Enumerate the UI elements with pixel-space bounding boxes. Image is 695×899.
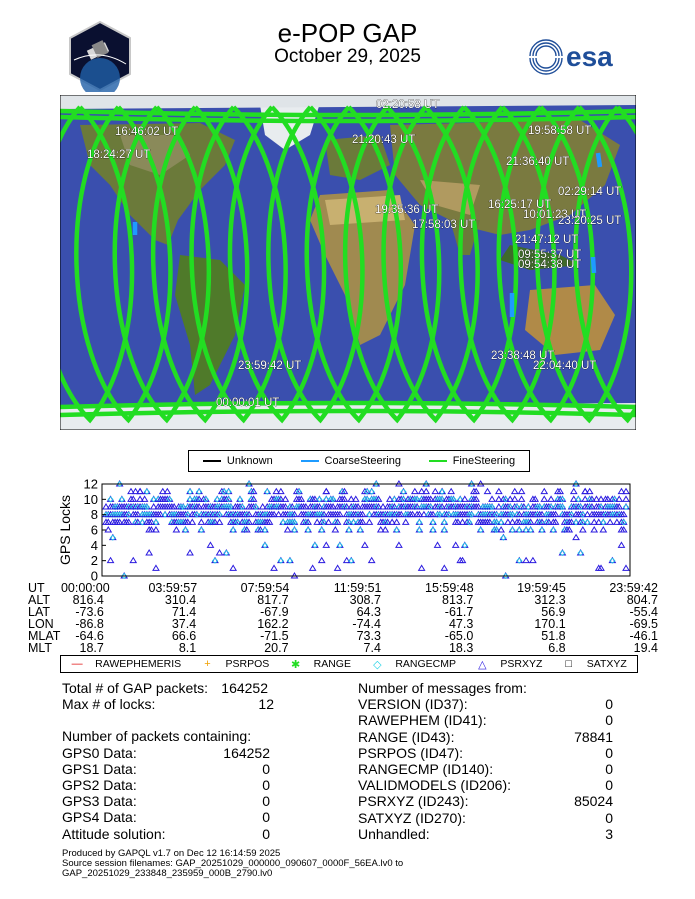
message-stats	[358, 680, 618, 842]
message-count-label: VALIDMODELS (ID206):	[358, 777, 512, 794]
psrxyz-marker	[271, 565, 277, 570]
time-table-cell: -55.4	[629, 605, 658, 619]
containing-label: Number of packets containing:	[62, 728, 252, 745]
message-count-row	[358, 826, 618, 842]
map-time-label: 21:20:43 UT	[352, 134, 416, 146]
legend-label: PSRPOS	[225, 658, 270, 670]
gps-data-label: Attitude solution:	[62, 825, 166, 842]
psrxyz-marker	[623, 496, 629, 501]
message-count-row	[358, 729, 618, 745]
psrxyz-marker	[187, 550, 193, 555]
map-time-label: 21:36:40 UT	[506, 156, 570, 168]
psrxyz-marker	[285, 527, 291, 532]
gps-data-value: 0	[262, 825, 270, 842]
psrxyz-marker	[512, 489, 518, 494]
time-table-cell: -46.1	[629, 629, 658, 643]
y-tick-label: 2	[90, 553, 98, 569]
psrxyz-marker	[319, 558, 325, 563]
gps-data-label: GPS0 Data:	[62, 744, 137, 761]
legend-label: PSRXYZ	[500, 658, 543, 670]
gps-data-row	[62, 826, 282, 842]
psrxyz-marker	[432, 489, 438, 494]
psrxyz-marker	[448, 489, 454, 494]
map-time-label: 02:29:14 UT	[558, 186, 622, 198]
time-table-cell: -61.7	[444, 605, 474, 619]
psrxyz-marker	[369, 558, 375, 563]
message-count-value: 78841	[574, 728, 613, 745]
message-count-row	[358, 777, 618, 793]
psrxyz-marker	[382, 527, 388, 532]
psrxyz-marker	[278, 489, 284, 494]
y-axis-label: GPS Locks	[57, 494, 73, 566]
psrxyz-marker	[323, 489, 329, 494]
map-time-label: 19:35:36 UT	[375, 204, 439, 216]
message-count-label: VERSION (ID37):	[358, 696, 468, 713]
y-tick-label: 0	[90, 568, 98, 583]
map-time-label: 16:25:17 UT	[488, 199, 552, 211]
time-table-cell: 51.8	[541, 629, 566, 643]
psrxyz-marker	[623, 489, 629, 494]
coarse-steering-segment	[593, 257, 594, 273]
message-count-label: RAWEPHEM (ID41):	[358, 712, 487, 729]
psrxyz-marker	[198, 519, 204, 524]
psrxyz-marker	[217, 519, 223, 524]
psrxyz-marker	[591, 527, 597, 532]
time-table-cell: 162.2	[257, 617, 289, 631]
psrxyz-marker	[396, 542, 402, 547]
time-table-cell: 8.1	[178, 641, 197, 655]
time-table-row-label: LAT	[28, 605, 50, 619]
time-table-cell: 71.4	[171, 605, 197, 619]
psrxyz-marker	[523, 558, 529, 563]
time-table-cell: 15:59:48	[425, 581, 474, 595]
psrxyz-marker	[519, 496, 525, 501]
mission-logo-icon	[64, 20, 136, 92]
time-table-cell: 19:59:45	[517, 581, 566, 595]
map-time-label: 09:54:38 UT	[518, 259, 582, 271]
y-tick-label: 6	[90, 522, 98, 538]
message-legend-item	[563, 658, 627, 670]
time-table-cell: 312.3	[534, 593, 566, 607]
map-time-label: 23:38:48 UT	[491, 350, 555, 362]
esa-logo-icon	[526, 36, 636, 76]
time-table-row-label: ALT	[28, 593, 50, 607]
containing-heading	[62, 728, 282, 744]
psrxyz-marker	[323, 542, 329, 547]
steering-legend	[188, 450, 530, 472]
time-table-cell: 37.4	[171, 617, 197, 631]
report-date: October 29, 2025	[274, 46, 421, 67]
psrxyz-marker	[353, 496, 359, 501]
time-table-cell: 310.4	[164, 593, 197, 607]
message-count-value: 0	[605, 712, 613, 729]
psrxyz-marker	[541, 489, 547, 494]
message-count-value: 85024	[574, 793, 613, 810]
map-time-label: 23:59:42 UT	[238, 360, 302, 372]
y-tick-label: 10	[83, 491, 98, 507]
psrxyz-marker	[419, 565, 425, 570]
orbit-time-table	[28, 582, 658, 654]
orbit-track-map	[60, 95, 636, 430]
psrxyz-marker	[105, 527, 111, 532]
time-table-cell: 804.7	[626, 593, 658, 607]
time-table-cell: -71.5	[260, 629, 289, 643]
footer-source-files-end: GAP_20251029_233848_235959_000B_2790.lv0	[62, 868, 273, 879]
gps-data-list	[62, 745, 282, 842]
time-table-cell: 308.7	[349, 593, 381, 607]
gps-locks-plot	[103, 481, 629, 579]
psrxyz-marker	[332, 527, 338, 532]
message-count-list	[358, 696, 618, 842]
message-count-row	[358, 712, 618, 728]
gps-data-label: GPS2 Data:	[62, 776, 137, 793]
message-count-row	[358, 793, 618, 809]
gps-data-label: GPS4 Data:	[62, 809, 137, 826]
psrxyz-marker	[519, 489, 525, 494]
legend-label: RANGE	[313, 658, 351, 670]
gps-data-label: GPS3 Data:	[62, 793, 137, 810]
gps-data-value: 164252	[223, 744, 270, 761]
message-count-label: SATXYZ (ID270):	[358, 809, 466, 826]
psrxyz-marker	[600, 527, 606, 532]
psrxyz-marker	[623, 565, 629, 570]
time-table-cell: -86.8	[75, 617, 104, 631]
message-count-value: 0	[605, 760, 613, 777]
psrxyz-marker	[310, 565, 316, 570]
message-count-value: 0	[605, 777, 613, 794]
gps-locks-chart	[40, 478, 640, 583]
messages-heading	[358, 680, 618, 696]
time-table-row-label: MLAT	[28, 629, 61, 643]
map-time-label: 23:20:25 UT	[558, 215, 622, 227]
message-count-value: 0	[605, 809, 613, 826]
message-count-label: RANGE (ID43):	[358, 728, 455, 745]
message-count-label: PSRXYZ (ID243):	[358, 793, 469, 810]
map-time-label: 02:20:58 UT	[376, 99, 440, 111]
messages-heading-label: Number of messages from:	[358, 680, 527, 696]
psrxyz-marker	[153, 527, 159, 532]
psrxyz-marker	[453, 542, 459, 547]
psrxyz-marker	[282, 496, 288, 501]
map-time-label: 09:55:37 UT	[518, 249, 582, 261]
max-locks-label: Max # of locks:	[62, 696, 156, 713]
time-table-cell: 817.7	[257, 593, 289, 607]
map-time-label: 22:04:40 UT	[533, 360, 597, 372]
psrxyz-marker	[512, 496, 518, 501]
message-legend-item	[476, 658, 542, 671]
legend-item-coarse	[301, 455, 401, 467]
time-table-cell: 6.8	[548, 641, 566, 655]
map-time-label: 17:58:03 UT	[412, 219, 476, 231]
time-table-cell: -74.4	[352, 617, 381, 631]
psrxyz-marker	[571, 489, 577, 494]
packet-stats	[62, 680, 282, 842]
map-time-label: 21:47:12 UT	[515, 234, 579, 246]
footer	[62, 849, 582, 879]
max-locks-row	[62, 696, 282, 712]
legend-symbol-icon: —	[71, 658, 83, 670]
legend-line-fine	[429, 460, 447, 462]
time-table-cell: 170.1	[534, 617, 566, 631]
time-table-cell: 03:59:57	[148, 581, 198, 595]
time-table-cell: -65.0	[444, 629, 474, 643]
time-table-cell: 20.7	[264, 641, 289, 655]
map-time-label: 16:46:02 UT	[115, 126, 179, 138]
legend-label: RAWEPHEMERIS	[95, 658, 182, 670]
gps-data-value: 0	[262, 760, 270, 777]
psrxyz-marker	[130, 558, 136, 563]
time-table-cell: 47.3	[448, 617, 474, 631]
legend-symbol-icon: ◇	[373, 658, 382, 671]
psrxyz-marker	[423, 489, 429, 494]
psrxyz-marker	[573, 535, 579, 540]
legend-item-unknown	[203, 455, 273, 467]
y-tick-label: 8	[90, 507, 98, 523]
psrxyz-marker	[146, 550, 152, 555]
psrxyz-marker	[587, 489, 593, 494]
psrxyz-marker	[530, 558, 536, 563]
psrxyz-marker	[394, 519, 400, 524]
page-title: e-POP GAP	[277, 18, 418, 48]
psrxyz-marker	[484, 489, 490, 494]
psrxyz-marker	[189, 519, 195, 524]
time-table-cell: 23:59:42	[609, 581, 659, 595]
legend-line-coarse	[301, 460, 319, 462]
psrxyz-marker	[335, 565, 341, 570]
psrxyz-marker	[618, 542, 624, 547]
psrxyz-marker	[489, 496, 495, 501]
legend-label-coarse: CoarseSteering	[324, 455, 401, 467]
time-table-cell: -67.9	[260, 605, 289, 619]
psrxyz-marker	[137, 489, 143, 494]
message-legend	[60, 655, 638, 673]
psrxyz-marker	[607, 519, 613, 524]
message-count-value: 0	[605, 744, 613, 761]
time-table-cell: 813.7	[442, 593, 474, 607]
gps-data-row	[62, 809, 282, 825]
legend-label-fine: FineSteering	[452, 455, 516, 467]
psrxyz-marker	[153, 565, 159, 570]
message-count-value: 3	[605, 825, 613, 842]
psrxyz-marker	[108, 558, 114, 563]
message-count-row	[358, 745, 618, 761]
psrxyz-marker	[435, 542, 441, 547]
psrxyz-marker	[366, 519, 372, 524]
time-table-cell: 56.9	[541, 605, 566, 619]
psrxyz-marker	[142, 496, 148, 501]
message-count-label: RANGECMP (ID140):	[358, 760, 494, 777]
legend-line-unknown	[203, 460, 221, 462]
total-packets-value: 164252	[221, 680, 268, 696]
gps-data-row	[62, 793, 282, 809]
y-tick-label: 12	[83, 478, 98, 492]
legend-symbol-icon: △	[478, 658, 487, 671]
psrxyz-marker	[441, 565, 447, 570]
message-count-label: PSRPOS (ID47):	[358, 744, 464, 761]
psrxyz-marker	[580, 527, 586, 532]
time-table-cell: 66.6	[171, 629, 197, 643]
message-legend-item	[202, 658, 270, 670]
max-locks-value: 12	[258, 696, 274, 713]
message-legend-item	[371, 658, 456, 671]
psrxyz-marker	[541, 496, 547, 501]
message-count-value: 0	[605, 696, 613, 713]
gps-data-row	[62, 777, 282, 793]
gps-data-value: 0	[262, 776, 270, 793]
total-packets-label: Total # of GAP packets:	[62, 680, 209, 696]
legend-symbol-icon: □	[565, 658, 573, 670]
y-tick-label: 4	[90, 537, 98, 553]
gps-data-value: 0	[262, 809, 270, 826]
psrxyz-marker	[207, 542, 213, 547]
time-table-row-label: UT	[28, 581, 45, 595]
time-table-cell: 07:59:54	[240, 581, 290, 595]
time-table-cell: 11:59:51	[333, 581, 382, 595]
time-table-cell: 18.7	[79, 641, 104, 655]
time-table-row	[28, 642, 658, 654]
total-packets-row	[62, 680, 282, 696]
message-legend-item	[71, 658, 181, 670]
psrxyz-marker	[164, 489, 170, 494]
esa-wordmark: esa	[566, 41, 613, 72]
time-table-cell: 18.3	[448, 641, 474, 655]
legend-symbol-icon: ✱	[291, 658, 301, 671]
psrxyz-marker	[412, 489, 418, 494]
psrxyz-marker	[403, 519, 409, 524]
time-table-cell: 64.3	[356, 605, 381, 619]
psrxyz-marker	[173, 527, 179, 532]
psrxyz-marker	[548, 496, 554, 501]
legend-item-fine	[429, 455, 515, 467]
time-table-cell: 7.4	[363, 641, 381, 655]
gps-data-value: 0	[262, 793, 270, 810]
legend-label: SATXYZ	[586, 658, 627, 670]
psrxyz-marker	[230, 565, 236, 570]
psrxyz-marker	[217, 550, 223, 555]
legend-symbol-icon: +	[204, 658, 211, 670]
gps-data-label: GPS1 Data:	[62, 760, 137, 777]
gps-data-row	[62, 761, 282, 777]
time-table-cell: -69.5	[629, 617, 658, 631]
time-table-cell: -64.6	[75, 629, 104, 643]
message-count-row	[358, 696, 618, 712]
gps-data-row	[62, 745, 282, 761]
legend-label: RANGECMP	[395, 658, 457, 670]
message-count-row	[358, 761, 618, 777]
map-time-label: 10:01:23 UT	[523, 209, 587, 221]
footer-produced-by: Produced by GAPQL v1.7 on Dec 12 16:14:59 2025	[62, 848, 281, 859]
time-table-cell: 73.3	[356, 629, 381, 643]
message-count-row	[358, 810, 618, 826]
map-time-label: 18:24:27 UT	[87, 149, 151, 161]
footer-source-files: Source session filenames: GAP_20251029_000000_090607_0000F_56EA.lv0 to	[62, 858, 404, 869]
time-table-row-label: MLT	[28, 641, 53, 655]
psrxyz-marker	[362, 542, 368, 547]
legend-label-unknown: Unknown	[226, 455, 273, 467]
time-table-row-label: LON	[28, 617, 54, 631]
psrxyz-marker	[496, 489, 502, 494]
map-time-label: 00:00:01 UT	[216, 397, 280, 409]
coarse-steering-segment	[598, 153, 600, 167]
time-table-cell: 19.4	[633, 641, 658, 655]
time-table-cell: 00:00:00	[60, 581, 110, 595]
message-count-label: Unhandled:	[358, 825, 430, 842]
time-table-cell: 816.4	[72, 593, 104, 607]
time-table-cell: -73.6	[75, 605, 104, 619]
map-time-label: 19:58:58 UT	[528, 125, 592, 137]
message-legend-item	[290, 658, 351, 671]
